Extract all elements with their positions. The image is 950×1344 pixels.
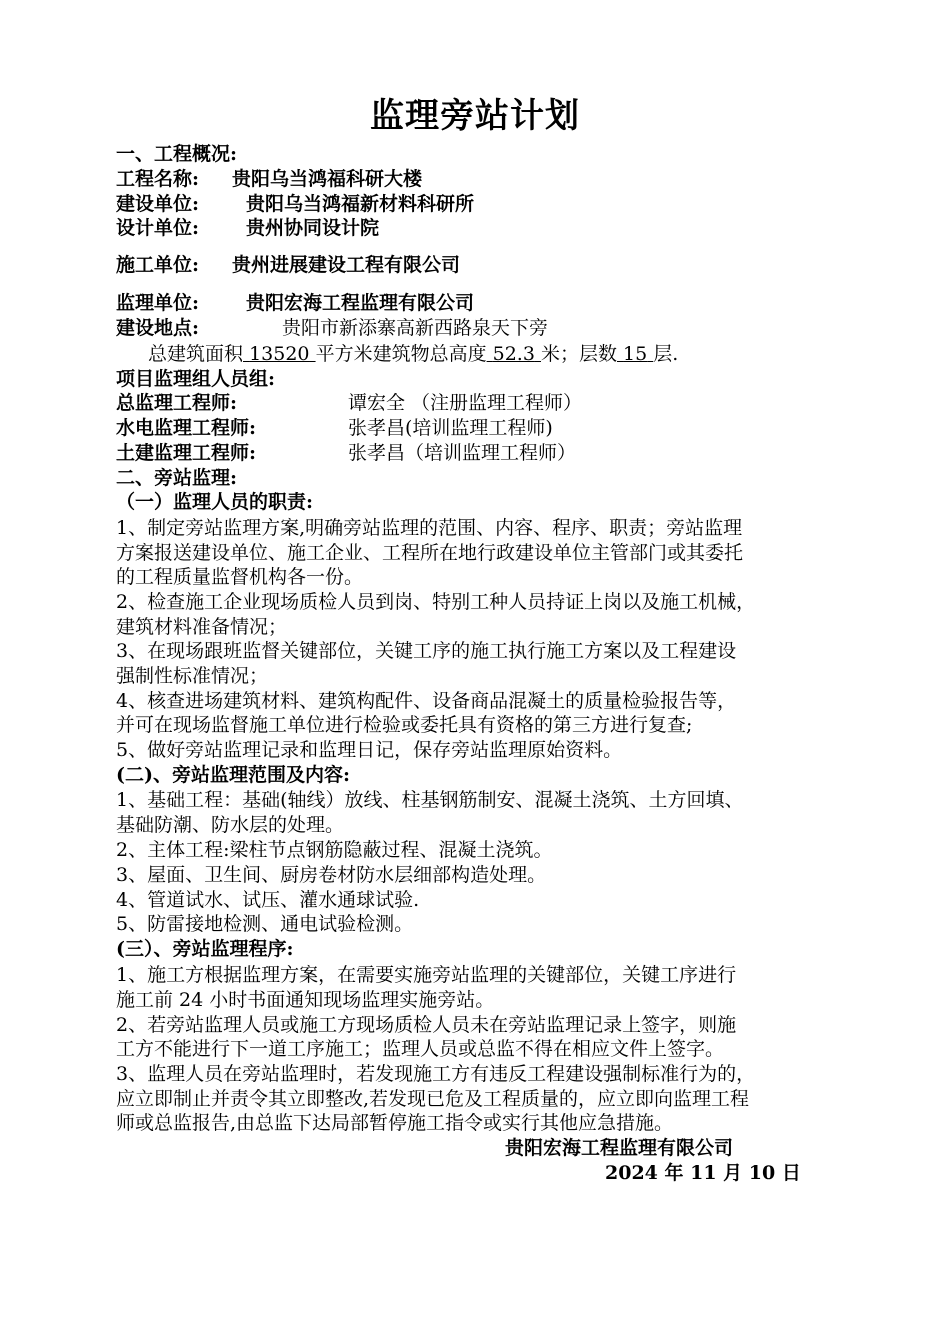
procedure-line: 3、监理人员在旁站监理时，若发现施工方有违反工程建设强制标准行为的， — [116, 1063, 756, 1085]
team-role: 水电监理工程师: — [116, 417, 257, 439]
duties-line: 3、在现场跟班监督关键部位，关键工序的施工执行施工方案以及工程建设 — [116, 640, 737, 662]
team-member-name: 谭宏全 （注册监理工程师） — [348, 392, 583, 414]
duties-line: 5、做好旁站监理记录和监理日记，保存旁站监理原始资料。 — [116, 739, 623, 761]
procedure-line: 应立即制止并责令其立即整改,若发现已危及工程质量的，应立即向监理工程 — [116, 1088, 750, 1110]
builder-row — [116, 191, 475, 217]
supervisor-label: 监理单位: — [116, 292, 200, 314]
area-value: 13520 — [249, 343, 310, 365]
team-member-row — [116, 415, 553, 441]
supervisor-row — [116, 290, 475, 316]
duties-line: 强制性标准情况； — [116, 665, 269, 687]
scope-line: 4、管道试水、试压、灌水通球试验. — [116, 889, 420, 911]
overview-heading: 一、工程概况: — [116, 143, 238, 165]
contractor-label: 施工单位: — [116, 254, 200, 276]
scope-line: 基础防潮、防水层的处理。 — [116, 814, 345, 836]
scope-line: 1、基础工程：基础(轴线）放线、柱基钢筋制安、混凝土浇筑、土方回填、 — [116, 789, 744, 811]
team-heading: 项目监理组人员组: — [116, 368, 276, 390]
floors-suffix: 层. — [653, 343, 679, 365]
duties-line: 2、检查施工企业现场质检人员到岗、特别工种人员持证上岗以及施工机械， — [116, 591, 756, 613]
floors-value: 15 — [623, 343, 648, 365]
team-role: 土建监理工程师: — [116, 442, 257, 464]
area-prefix: 总建筑面积 — [148, 343, 244, 365]
builder-label: 建设单位: — [116, 193, 200, 215]
scope-line: 3、屋面、卫生间、厨房卷材防水层细部构造处理。 — [116, 864, 547, 886]
project-name-value: 贵阳乌当鸿福科研大楼 — [232, 168, 423, 190]
supervisor-value: 贵阳宏海工程监理有限公司 — [246, 292, 475, 314]
team-member-row — [116, 390, 583, 416]
procedure-line: 施工前 24 小时书面通知现场监理实施旁站。 — [116, 989, 495, 1011]
duties-line: 的工程质量监督机构各一份。 — [116, 566, 364, 588]
signature-date: 2024 年 11 月 10 日 — [605, 1162, 801, 1184]
procedure-line: 2、若旁站监理人员或施工方现场质检人员未在旁站监理记录上签字，则施 — [116, 1014, 737, 1036]
site-value: 贵阳市新添寨高新西路泉天下旁 — [282, 317, 549, 339]
duties-line: 并可在现场监督施工单位进行检验或委托具有资格的第三方进行复查; — [116, 714, 693, 736]
duties-line: 4、核查进场建筑材料、建筑构配件、设备商品混凝土的质量检验报告等， — [116, 690, 737, 712]
designer-row — [116, 215, 380, 241]
team-member-row — [116, 440, 577, 466]
builder-value: 贵阳乌当鸿福新材料科研所 — [246, 193, 475, 215]
team-role: 总监理工程师: — [116, 392, 238, 414]
duties-line: 建筑材料准备情况； — [116, 616, 288, 638]
team-member-name: 张孝昌（培训监理工程师） — [348, 442, 577, 464]
team-member-name: 张孝昌(培训监理工程师) — [348, 417, 553, 439]
designer-label: 设计单位: — [116, 217, 200, 239]
contractor-value: 贵州进展建设工程有限公司 — [232, 254, 461, 276]
procedure-line: 工方不能进行下一道工序施工；监理人员或总监不得在相应文件上签字。 — [116, 1038, 725, 1060]
scope-heading: (二)、旁站监理范围及内容: — [116, 764, 350, 786]
page-title: 监理旁站计划 — [370, 96, 580, 136]
height-value: 52.3 — [492, 343, 535, 365]
scope-line: 5、防雷接地检测、通电试验检测。 — [116, 913, 414, 935]
project-name-label: 工程名称: — [116, 168, 200, 190]
section2-heading: 二、旁站监理: — [116, 467, 238, 489]
site-row — [116, 315, 549, 341]
duties-line: 方案报送建设单位、施工企业、工程所在地行政建设单位主管部门或其委托 — [116, 542, 744, 564]
scope-line: 2、主体工程:梁柱节点钢筋隐蔽过程、混凝土浇筑。 — [116, 839, 553, 861]
duties-heading: （一）监理人员的职责: — [116, 491, 314, 513]
building-metrics-row — [148, 341, 678, 367]
project-name-row — [116, 166, 423, 192]
height-prefix: 平方米建筑物总高度 — [315, 343, 487, 365]
contractor-row — [116, 252, 461, 278]
floors-prefix: 米；层数 — [540, 343, 617, 365]
procedure-line: 师或总监报告,由总监下达局部暂停施工指令或实行其他应急措施。 — [116, 1112, 674, 1134]
signature-company: 贵阳宏海工程监理有限公司 — [505, 1137, 734, 1159]
procedure-line: 1、施工方根据监理方案，在需要实施旁站监理的关键部位，关键工序进行 — [116, 964, 737, 986]
site-label: 建设地点: — [116, 317, 200, 339]
procedure-heading: (三）、旁站监理程序: — [116, 938, 294, 960]
duties-line: 1、制定旁站监理方案,明确旁站监理的范围、内容、程序、职责；旁站监理 — [116, 517, 743, 539]
designer-value: 贵州协同设计院 — [246, 217, 380, 239]
